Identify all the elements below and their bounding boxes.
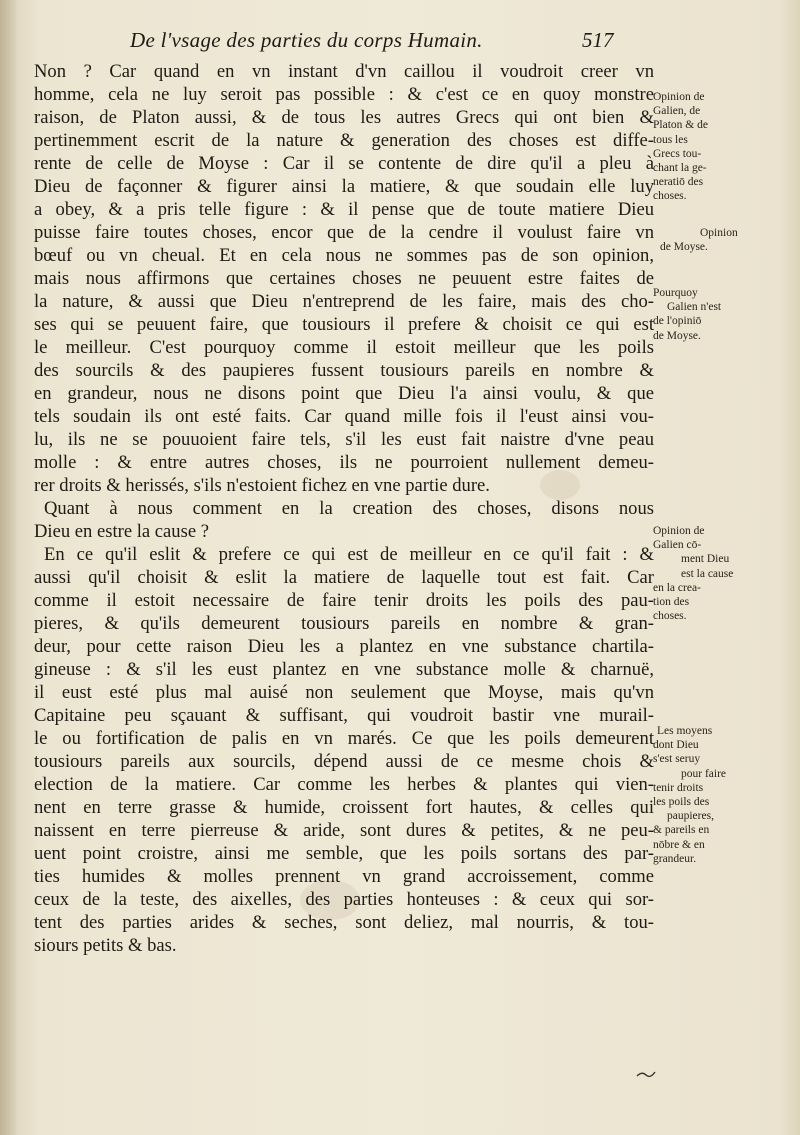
margin-note-line: choses. <box>653 190 687 203</box>
margin-note-line: tous les <box>653 133 688 146</box>
text-line: deur, pour cette raison Dieu les a plantez en vne substance chartila- <box>34 636 654 657</box>
margin-note-line: neratiō des <box>653 176 704 189</box>
margin-note-line: chant la ge- <box>653 162 707 175</box>
margin-note-line: Pourquoy <box>653 287 698 299</box>
margin-note-line: dont Dieu <box>653 739 699 752</box>
margin-note-line: en la crea- <box>653 581 701 594</box>
margin-note-line: Grecs tou- <box>653 147 702 160</box>
text-line: le meilleur. C'est pourquoy comme il estoit meilleur que les poils <box>34 337 654 358</box>
text-line: En ce qu'il eslit & prefere ce qui est de meilleur en ce qu'il fait : & <box>44 544 654 565</box>
text-line: raison, de Platon aussi, & de tous les autres Grecs qui ont bien & <box>34 107 654 128</box>
text-line: siours petits & bas. <box>34 935 177 956</box>
margin-note-line: ment Dieu <box>681 553 730 566</box>
text-line: comme il estoit necessaire de faire tenir droits les poils des pau- <box>34 590 654 611</box>
text-line: Non ? Car quand en vn instant d'vn caillou il voudroit creer vn <box>34 61 654 82</box>
margin-note-line: Platon & de <box>653 119 708 132</box>
text-line: pieres, & qu'ils demeurent tousiours pareils en nombre & gran- <box>34 613 654 634</box>
text-line: ses qui se peuuent faire, que tousiours il prefere & choisit ce qui est <box>34 314 654 335</box>
margin-note-line: Opinion <box>700 227 738 239</box>
margin-note-line: Opinion de <box>653 525 705 537</box>
margin-note-moyens <box>653 724 771 866</box>
margin-note-line: s'est seruy <box>653 753 701 766</box>
text-line: rer droits & herissés, s'ils n'estoient fichez en vne partie dure. <box>34 475 490 496</box>
margin-note-line: & pareils en <box>653 824 710 837</box>
text-line: en grandeur, nous ne disons point que Dieu l'a ainsi voulu, & que <box>34 383 654 404</box>
text-line: molle : & entre autres choses, ils ne pourroient nullement demeu- <box>34 452 654 473</box>
ornament-flourish-icon <box>636 1068 656 1084</box>
text-line: lu, ils ne se pouuoient faire tels, s'il les eust fait naistre d'vne peau <box>34 429 654 450</box>
margin-note-line: grandeur. <box>653 852 697 865</box>
text-line: rente de celle de Moyse : Car il se contente de dire qu'il a pleu à <box>34 153 654 174</box>
margin-note-line: choses. <box>653 610 687 623</box>
text-line: il eust esté plus mal auisé non seulement que Moyse, mais qu'vn <box>34 682 654 703</box>
text-line: tousiours pareils aux sourcils, dépend aussi de ce mesme chois & <box>34 751 654 772</box>
margin-note-line: tenir droits <box>653 781 704 794</box>
page-number: 517 <box>582 28 614 52</box>
text-line: tels soudain ils ont esté faits. Car quand mille fois il l'eust ainsi vou- <box>34 406 654 427</box>
margin-note-pourquoy <box>653 286 771 343</box>
text-line: des sourcils & des paupieres fussent tousiours pareils en nombre & <box>34 360 654 381</box>
margin-note-line: Galien cō- <box>653 539 702 552</box>
text-line: Dieu de façonner & figurer ainsi la matiere, & que soudain elle luy <box>34 176 654 197</box>
margin-note-line: de Moyse. <box>660 241 708 254</box>
margin-note-line: nōbre & en <box>653 838 705 851</box>
margin-note-line: Galien, de <box>653 105 701 118</box>
margin-note-line: paupieres, <box>667 810 714 823</box>
text-line: naissent en terre pierreuse & aride, sont dures & petites, & ne peu- <box>34 820 654 841</box>
text-line: tent des parties arides & seches, sont deliez, mal nourris, & tou- <box>34 912 654 933</box>
page-spine-shadow <box>0 0 18 1135</box>
text-line: aussi qu'il choisit & eslit la matiere de laquelle tout est fait. Car <box>34 567 654 588</box>
text-line: nent en terre grasse & humide, croissent fort hautes, & celles qui <box>34 797 654 818</box>
margin-note-line: Galien n'est <box>667 301 722 314</box>
running-head: De l'vsage des parties du corps Humain. <box>130 28 483 52</box>
text-line: Capitaine peu sçauant & suffisant, qui voudroit bastir vne murail- <box>34 705 654 726</box>
text-line: bœuf ou vn cheual. Et en cela nous ne sommes pas de son opinion, <box>34 245 654 266</box>
margin-note-line: de Moyse. <box>653 329 701 342</box>
text-line: uent point croistre, ainsi me semble, que les poils sortans des par- <box>34 843 654 864</box>
margin-note-line: Les moyens <box>657 725 713 737</box>
text-line: gineuse : & s'il les eust plantez en vne substance molle & charnuë, <box>34 659 654 680</box>
margin-note-line: est la cause <box>681 567 734 580</box>
text-line: puisse faire toutes choses, encor que de la cendre il voulust faire vn <box>34 222 654 243</box>
text-line: Quant à nous comment en la creation des choses, disons nous <box>44 498 654 519</box>
text-line: a obey, & a pris telle figure : & il pense que de toute matiere Dieu <box>34 199 654 220</box>
margin-note-line: pour faire <box>681 767 727 780</box>
text-line: homme, cela ne luy seroit pas possible : & c'est ce en quoy monstre <box>34 84 654 105</box>
text-line: la nature, & aussi que Dieu n'entreprend de les faire, mais des cho- <box>34 291 654 312</box>
text-line: Dieu en estre la cause ? <box>34 521 209 542</box>
margin-note-line: les poils des <box>653 796 710 809</box>
margin-note-line: tion des <box>653 596 690 609</box>
text-line: le ou fortification de palis en vn marés. Ce que les poils demeurent <box>34 728 654 749</box>
margin-note-line: Opinion de <box>653 91 705 103</box>
margin-note-opinion-galien <box>653 90 771 204</box>
text-line: ceux de la teste, des aixelles, des parties honteuses : & ceux qui sor- <box>34 889 654 910</box>
main-text-block <box>34 60 654 957</box>
margin-note-cause <box>653 524 771 623</box>
text-line: mais nous affirmons que certaines choses ne peuuent estre faites de <box>34 268 654 289</box>
margin-note-opinion-moyse <box>660 226 778 254</box>
text-line: election de la matiere. Car comme les herbes & plantes qui vien- <box>34 774 654 795</box>
margin-note-line: de l'opiniō <box>653 315 702 328</box>
text-line: ties humides & molles prennent vn grand accroissement, comme <box>34 866 654 887</box>
text-line: pertinemment escrit de la nature & generation des choses est diffe- <box>34 130 654 151</box>
